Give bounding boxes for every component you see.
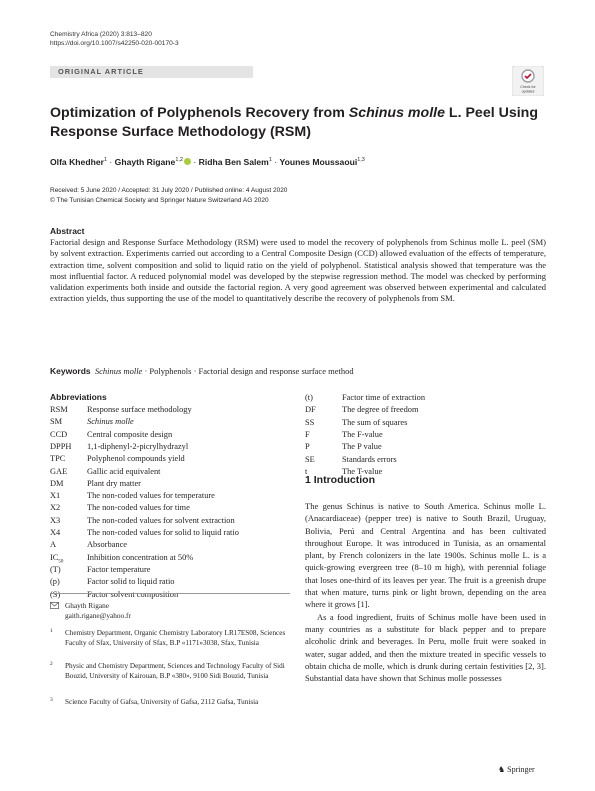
abbreviation-term: SS <box>305 417 315 427</box>
abbreviation-term: (t) <box>305 393 313 402</box>
abbreviation-term: DM <box>50 478 64 488</box>
envelope-icon <box>50 602 59 612</box>
journal-header <box>50 30 179 48</box>
corresponding-name: Ghayth Rigane <box>65 601 109 610</box>
abbreviation-term: X3 <box>50 515 61 525</box>
footnote-divider <box>50 593 290 594</box>
abbreviation-term: GAE <box>50 466 68 476</box>
abbreviation-definition: Factor temperature <box>87 564 151 574</box>
abbreviation-definition: The non-coded values for solvent extraction <box>87 515 235 525</box>
abbreviation-term: A <box>50 540 57 550</box>
abbreviation-term: X2 <box>50 503 61 513</box>
publication-dates <box>50 186 550 205</box>
author-name[interactable]: Ridha Ben Salem <box>198 157 269 167</box>
abbreviation-definition: Standards errors <box>342 454 397 464</box>
springer-horse-icon: ♞ <box>498 765 506 774</box>
affiliation-text: Physic and Chemistry Department, Sciences and Technology Faculty of Sidi Bouzid, University of Kairouan, B.P «380», 9100 Sidi Bouzid, Tunisia <box>65 662 285 680</box>
check-for-updates-badge[interactable] <box>512 66 544 96</box>
abbreviation-definition: Plant dry matter <box>87 478 141 488</box>
doi-link[interactable]: https://doi.org/10.1007/s42250-020-00170-3 <box>50 40 179 47</box>
abbreviation-definition: The T-value <box>342 466 383 476</box>
email-link[interactable]: gaith.rigane@yahoo.fr <box>65 610 131 620</box>
abbreviation-definition: Central composite design <box>87 429 173 439</box>
svg-text:Check for: Check for <box>520 85 536 89</box>
abbreviation-term: TPC <box>50 454 66 464</box>
abbreviation-definition: The non-coded values for time <box>87 503 190 513</box>
history-dates: Received: 5 June 2020 / Accepted: 31 July 2020 / Published online: 4 August 2020 <box>50 187 288 194</box>
abbreviation-definition: The non-coded values for solid to liquid ratio <box>87 528 239 537</box>
keyword-italic: Schinus molle <box>94 366 143 376</box>
publisher-logo <box>498 765 535 774</box>
abbreviation-definition: Factor solid to liquid ratio <box>87 577 175 587</box>
abbreviation-term: DF <box>305 405 316 415</box>
author-list: Olfa Khedher$^1$ · Ghayth Rigane$^{1,2}$ · Ridha Ben Salem$^1$ · Younes Moussaoui$^{1,3}$ <box>50 157 365 167</box>
abbreviation-term: (p) <box>50 577 60 587</box>
abbreviation-term: X4 <box>50 528 61 537</box>
abbreviation-term: SM <box>50 417 63 427</box>
affiliation-number: 3 <box>50 697 53 703</box>
article-type-banner: ORIGINAL ARTICLE <box>50 66 253 78</box>
journal-citation: Chemistry Africa (2020) 3:813–820 <box>50 31 152 38</box>
abbreviation-definition: Factor solvent composition <box>87 589 179 599</box>
author-name[interactable]: Younes Moussaoui <box>279 157 358 167</box>
abbreviation-term: $IC_{50}$ <box>50 552 64 565</box>
author-name[interactable]: Ghayth Rigane <box>114 157 176 167</box>
affiliation-text: Science Faculty of Gafsa, University of Gafsa, 2112 Gafsa, Tunisia <box>65 698 259 706</box>
intro-paragraph: As a food ingredient, fruits of Schinus molle have been used in many countries as a substitute for black pepper and to prepare alcoholic drink and beverages. In Peru, molle fruit were soaked in water, sugar added, and then the mixture treated in specific vessels to obtain chicha de molle, which is drunk during certain festivities [2, 3]. Substantial data have shown that Schinus molle possesses <box>305 611 546 684</box>
abbreviation-definition: The P value <box>342 442 382 452</box>
abbreviation-definition: Factor time of extraction <box>342 393 426 402</box>
abbreviation-definition: Gallic acid equivalent <box>87 466 161 476</box>
author-name[interactable]: Olfa Khedher <box>50 157 104 167</box>
abbreviation-definition: Schinus molle <box>87 417 134 427</box>
abbreviation-term: RSM <box>50 405 68 414</box>
abstract-text: Factorial design and Response Surface Methodology (RSM) were used to model the recovery of polyphenols from Schinus molle L. peel (SM) by solvent extraction. Experiments carried out according to a Central Composite Design (CCD) allowed evaluation of the effects of temperature, extraction time, solvent composition and solid to liquid ratio on the yield of polyphenol. Statistical analysis showed that temperature was the most influential factor. A reduced polynomial model was developed by the stepwise regression method. The model was checked by performing validation experiments both inside and outside the factorial region. A very good agreement was observed between experimental and calculated extraction yields, thus supporting the use of the model to quantitatively describe the recovery of polyphenols from SM. <box>50 237 546 304</box>
introduction-body <box>305 500 546 684</box>
abbreviation-definition: The F-value <box>342 429 383 439</box>
abbreviation-term: CCD <box>50 429 68 439</box>
keyword-list: · Polyphenols · Factorial design and response surface method <box>142 366 354 376</box>
abstract-heading: Abstract <box>50 226 85 236</box>
abbreviation-definition: The non-coded values for temperature <box>87 491 215 501</box>
abbreviation-term: F <box>305 429 310 439</box>
abbreviation-term: (T) <box>50 564 61 574</box>
affiliation-number: 1 <box>50 628 53 634</box>
intro-paragraph: The genus Schinus is native to South America. Schinus molle L. (Anacardiaceae) (pepper tree) is native to South Brazil, Uruguay, Bolivia, Perú and Central Argentina and has been cultivated throughout Europe. It was introduced in Tunisia, as an ornamental plant, by French colonizers in the late 1900s. Schinus molle L. is a quick-growing evergreen tree (8–10 m high), with perennial foliage that loses one-third of its leaves per year. The fruit is a greenish drupe that when mature, turns pink or light brown, depending on the area where it grows [1]. <box>305 501 546 610</box>
abbreviations-heading: Abbreviations <box>50 392 107 402</box>
abbreviation-definition: Polyphenol compounds yield <box>87 454 185 464</box>
svg-text:updates: updates <box>521 89 535 94</box>
abbreviation-definition: Inhibition concentration at 50% <box>87 552 194 562</box>
abbreviation-definition: 1,1-diphenyl-2-picrylhydrazyl <box>87 441 189 451</box>
section-heading: 1 Introduction <box>305 474 375 486</box>
orcid-icon[interactable] <box>184 158 191 165</box>
abbreviation-definition: The degree of freedom <box>342 405 419 415</box>
keywords <box>50 366 550 376</box>
article-title: Optimization of Polyphenols Recovery from Schinus molle L. Peel Using Response Surface Methodology (RSM) <box>50 105 538 140</box>
abbreviation-term: X1 <box>50 491 61 501</box>
abbreviation-term: SE <box>305 454 315 464</box>
abbreviation-definition: Response surface methodology <box>87 405 192 414</box>
affiliation-number: 2 <box>50 661 53 667</box>
publisher-name: Springer <box>507 765 535 774</box>
corresponding-author <box>50 601 290 620</box>
abbreviation-definition: Absorbance <box>87 540 127 550</box>
abbreviation-term: DPPH <box>50 441 72 451</box>
abbreviation-term: (S) <box>50 589 61 599</box>
check-updates-icon <box>512 66 544 96</box>
affiliation-text: Chemistry Department, Organic Chemistry Laboratory LR17ES08, Sciences Faculty of Sfax, University of Sfax, B.P «1171»3038, Sfax, Tunisia <box>65 629 286 647</box>
abbreviation-term: t <box>305 466 308 476</box>
abbreviation-term: P <box>305 442 310 452</box>
abbreviation-definition: The sum of squares <box>342 417 408 427</box>
keywords-label: Keywords <box>50 366 91 376</box>
copyright-notice: © The Tunisian Chemical Society and Springer Nature Switzerland AG 2020 <box>50 196 269 204</box>
